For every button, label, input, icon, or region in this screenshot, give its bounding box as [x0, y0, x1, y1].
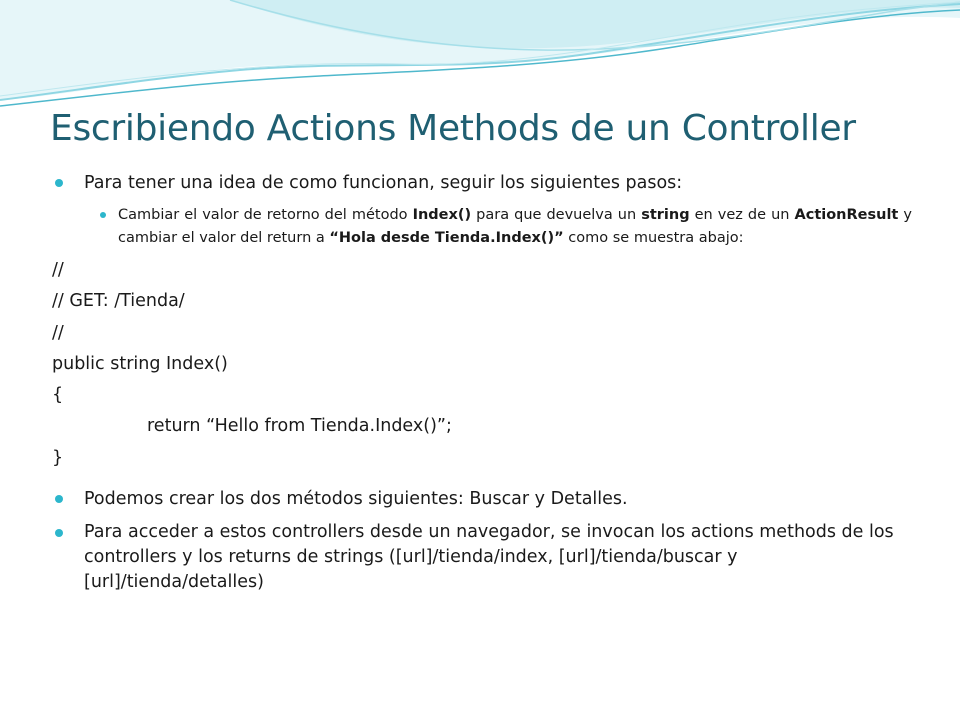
- code-line: {: [52, 385, 64, 406]
- slide-title: Escribiendo Actions Methods de un Controller: [50, 108, 856, 149]
- sub-text-2: para que devuelva un: [471, 207, 642, 223]
- code-line: }: [52, 447, 64, 468]
- sub-text-5: como se muestra abajo:: [563, 229, 744, 246]
- sub-bold-string: string: [641, 207, 690, 223]
- code-block: [52, 255, 912, 474]
- sub-bold-hola: “Hola desde Tienda.Index()”: [329, 229, 564, 246]
- slide-body: [52, 170, 912, 595]
- sub-bold-actionresult: ActionResult: [794, 207, 899, 223]
- sub-text-1: Cambiar el valor de retorno del método: [118, 207, 413, 223]
- bullet-intro: Para tener una idea de como funcionan, seguir los siguientes pasos:: [52, 170, 912, 196]
- code-line: // GET: /Tienda/: [52, 291, 185, 312]
- code-line: public string Index(): [52, 353, 228, 374]
- sub-text-3: en vez de un: [689, 207, 795, 223]
- sub-text-4: y cambiar el valor del return a: [118, 207, 912, 246]
- bullet-access: Para acceder a estos controllers desde un navegador, se invocan los actions methods de los controllers y los returns de strings ([url]/tienda/index, [url]/tienda/buscar y [url]/tienda/detalles): [52, 520, 912, 595]
- sub-bold-index: Index(): [412, 207, 472, 223]
- code-line: //: [52, 322, 64, 343]
- header-wave-decoration: [0, 0, 960, 110]
- sub-bullet-instructions: [100, 204, 912, 249]
- code-line: //: [52, 260, 64, 280]
- code-line: return “Hello from Tienda.Index()”;: [147, 416, 452, 437]
- bullet-methods: Podemos crear los dos métodos siguientes: Buscar y Detalles.: [52, 486, 912, 512]
